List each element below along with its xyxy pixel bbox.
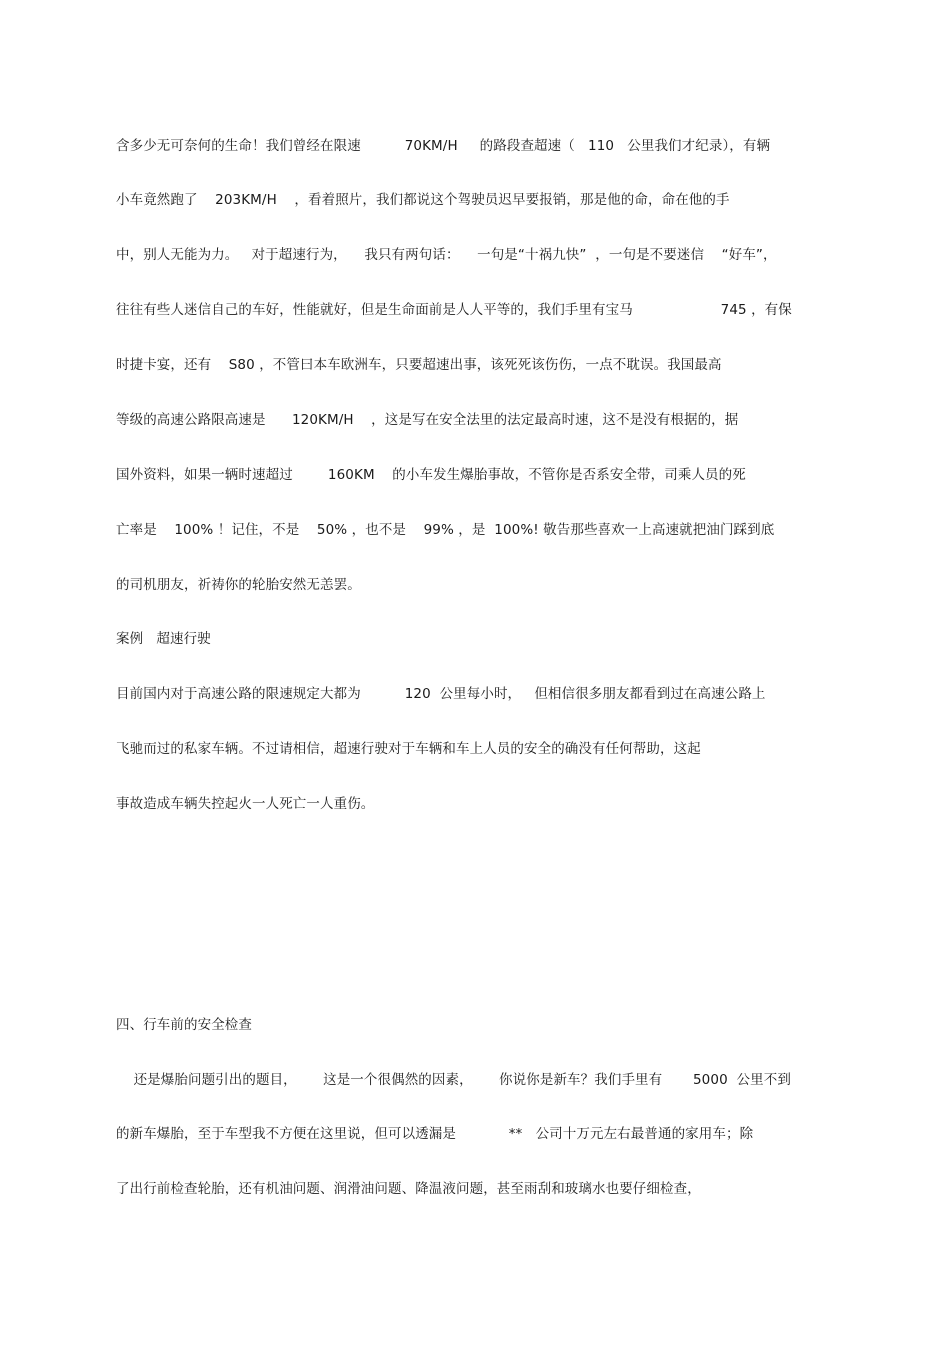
- section-heading: 四、行车前的安全检查: [116, 1017, 252, 1033]
- paragraph-line: 国外资料，如果一辆时速超过 160KM 的小车发生爆胎事故，不管你是否系安全带，司乘人员的死: [116, 467, 746, 483]
- paragraph-line: 等级的高速公路限高速是 120KM/H ，这是写在安全法里的法定最高时速，这不是没有根据的，据: [116, 412, 739, 428]
- case-title: 案例 超速行驶: [116, 631, 211, 647]
- paragraph-line: 飞驰而过的私家车辆。不过请相信，超速行驶对于车辆和车上人员的安全的确没有任何帮助，这起: [116, 741, 701, 757]
- paragraph-line: 含多少无可奈何的生命！我们曾经在限速 70KM/H 的路段查超速（ 110 公里我们才纪录），有辆: [116, 138, 771, 154]
- paragraph-line: 小车竟然跑了 203KM/H ，看着照片，我们都说这个驾驶员迟早要报销，那是他的命，命在他的手: [116, 192, 730, 208]
- paragraph-line: 事故造成车辆失控起火一人死亡一人重伤。: [116, 796, 375, 812]
- paragraph-line: 了出行前检查轮胎，还有机油问题、润滑油问题、降温液问题，甚至雨刮和玻璃水也要仔细检查，: [116, 1181, 701, 1197]
- paragraph-line: 时捷卡宴，还有 S80 ，不管曰本车欧洲车，只要超速出事，该死死该伤伤，一点不耽误。我国最高: [116, 357, 722, 373]
- paragraph-line: 中，别人无能为力。 对于超速行为， 我只有两句话： 一句是“十祸九快” ，一句是不要迷信 “好车”，: [116, 247, 777, 263]
- paragraph-line: 亡率是 100% ！记住，不是 50% ，也不是 99% ，是 100%! 敬告那些喜欢一上高速就把油门踩到底: [116, 522, 775, 538]
- paragraph-line: 目前国内对于高速公路的限速规定大都为 120 公里每小时， 但相信很多朋友都看到过在高速公路上: [116, 686, 766, 702]
- paragraph-line: 的司机朋友，祈祷你的轮胎安然无恙罢。: [116, 577, 361, 593]
- paragraph-line: 还是爆胎问题引出的题目， 这是一个很偶然的因素， 你说你是新车？我们手里有 5000 公里不到: [116, 1072, 791, 1088]
- paragraph-line: 的新车爆胎，至于车型我不方便在这里说，但可以透漏是 ** 公司十万元左右最普通的家用车；除: [116, 1126, 754, 1142]
- paragraph-line: 往往有些人迷信自己的车好，性能就好，但是生命面前是人人平等的，我们手里有宝马 745 ，有保: [116, 302, 792, 318]
